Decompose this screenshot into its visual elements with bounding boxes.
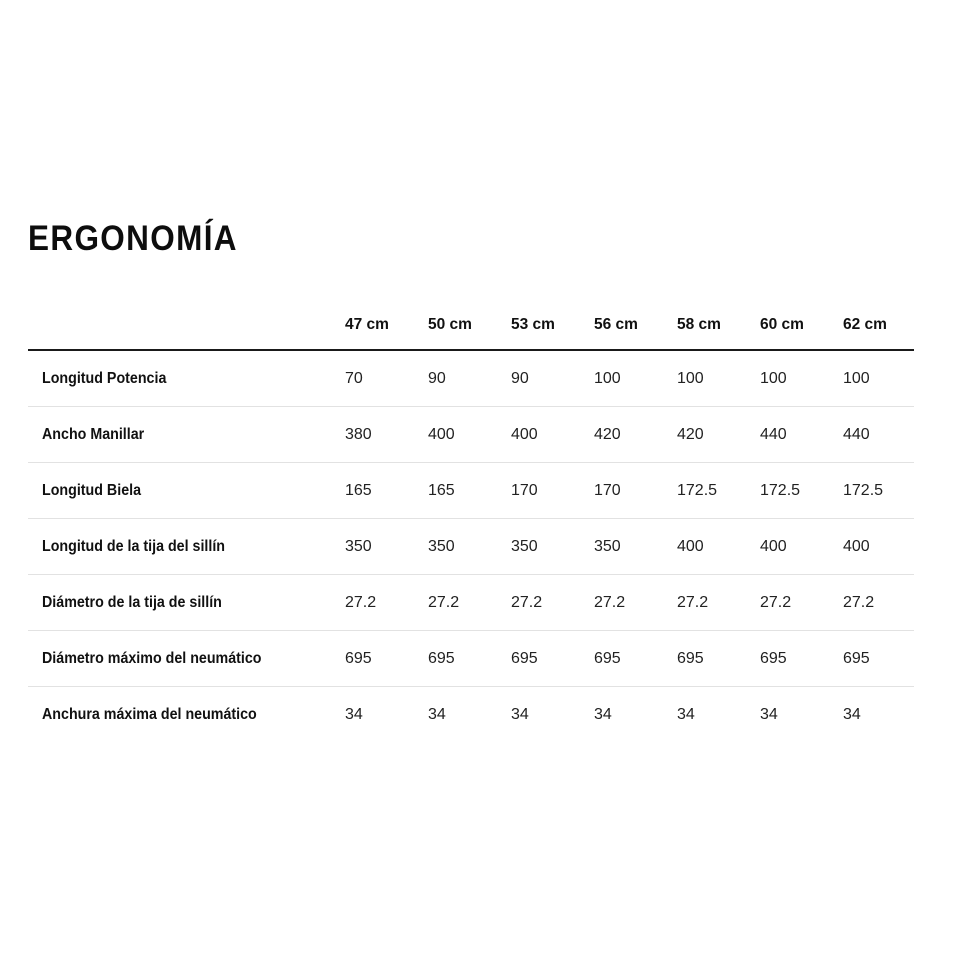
table-row bbox=[28, 519, 914, 575]
table-cell: 34 bbox=[760, 706, 778, 723]
table-cell: 400 bbox=[511, 425, 538, 443]
row-label: Diámetro de la tija de sillín bbox=[42, 593, 222, 611]
row-label: Ancho Manillar bbox=[42, 425, 145, 443]
table-cell: 420 bbox=[594, 425, 621, 443]
table-row bbox=[28, 407, 914, 463]
column-header: 53 cm bbox=[511, 315, 555, 333]
ergonomics-table bbox=[28, 296, 914, 743]
table-cell: 100 bbox=[843, 369, 870, 387]
table-cell: 90 bbox=[428, 369, 446, 387]
column-header: 58 cm bbox=[677, 315, 721, 333]
column-header: 56 cm bbox=[594, 315, 638, 333]
table-cell: 90 bbox=[511, 369, 529, 387]
table-cell: 440 bbox=[760, 425, 787, 443]
column-header: 50 cm bbox=[428, 315, 472, 333]
row-label: Anchura máxima del neumático bbox=[42, 706, 257, 723]
table-row bbox=[28, 463, 914, 519]
table-cell: 172.5 bbox=[760, 481, 801, 499]
column-header: 47 cm bbox=[345, 315, 389, 333]
row-label: Longitud Potencia bbox=[42, 369, 167, 387]
table-cell: 100 bbox=[677, 369, 704, 387]
table-cell: 70 bbox=[345, 369, 363, 387]
table-cell: 695 bbox=[345, 649, 372, 667]
table-row bbox=[28, 687, 914, 743]
table-cell: 170 bbox=[594, 481, 621, 499]
table-cell: 27.2 bbox=[594, 593, 626, 611]
table-cell: 400 bbox=[428, 425, 455, 443]
table-cell: 165 bbox=[428, 481, 455, 499]
table-cell: 34 bbox=[594, 706, 612, 723]
table-cell: 27.2 bbox=[760, 593, 792, 611]
table-cell: 695 bbox=[511, 649, 538, 667]
table-cell: 350 bbox=[345, 537, 372, 555]
table-cell: 34 bbox=[428, 706, 446, 723]
table-cell: 420 bbox=[677, 425, 704, 443]
table-cell: 170 bbox=[511, 481, 538, 499]
table-cell: 172.5 bbox=[677, 481, 718, 499]
table-cell: 34 bbox=[843, 706, 861, 723]
table-cell: 34 bbox=[511, 706, 529, 723]
table-cell: 380 bbox=[345, 425, 372, 443]
table-cell: 100 bbox=[594, 369, 621, 387]
table-cell: 695 bbox=[594, 649, 621, 667]
table-cell: 165 bbox=[345, 481, 372, 499]
table-cell: 695 bbox=[428, 649, 455, 667]
table-row bbox=[28, 631, 914, 687]
table-cell: 27.2 bbox=[843, 593, 875, 611]
table-cell: 400 bbox=[760, 537, 787, 555]
row-label: Longitud de la tija del sillín bbox=[42, 537, 226, 555]
table-cell: 172.5 bbox=[843, 481, 884, 499]
table-cell: 350 bbox=[594, 537, 621, 555]
table-header-row bbox=[28, 296, 914, 351]
table-cell: 27.2 bbox=[428, 593, 460, 611]
table-cell: 695 bbox=[843, 649, 870, 667]
table-cell: 695 bbox=[760, 649, 787, 667]
table-cell: 34 bbox=[677, 706, 695, 723]
table-cell: 100 bbox=[760, 369, 787, 387]
row-label: Longitud Biela bbox=[42, 481, 142, 499]
table-cell: 440 bbox=[843, 425, 870, 443]
table-cell: 350 bbox=[428, 537, 455, 555]
table-cell: 27.2 bbox=[511, 593, 543, 611]
table-cell: 400 bbox=[677, 537, 704, 555]
table-row bbox=[28, 575, 914, 631]
row-label: Diámetro máximo del neumático bbox=[42, 649, 262, 667]
table-cell: 27.2 bbox=[345, 593, 377, 611]
page-title: ERGONOMÍA bbox=[28, 219, 238, 258]
table-row bbox=[28, 351, 914, 407]
table-cell: 400 bbox=[843, 537, 870, 555]
column-header: 62 cm bbox=[843, 315, 887, 333]
column-header: 60 cm bbox=[760, 315, 804, 333]
table-cell: 34 bbox=[345, 706, 363, 723]
table-cell: 695 bbox=[677, 649, 704, 667]
table-cell: 350 bbox=[511, 537, 538, 555]
table-cell: 27.2 bbox=[677, 593, 709, 611]
